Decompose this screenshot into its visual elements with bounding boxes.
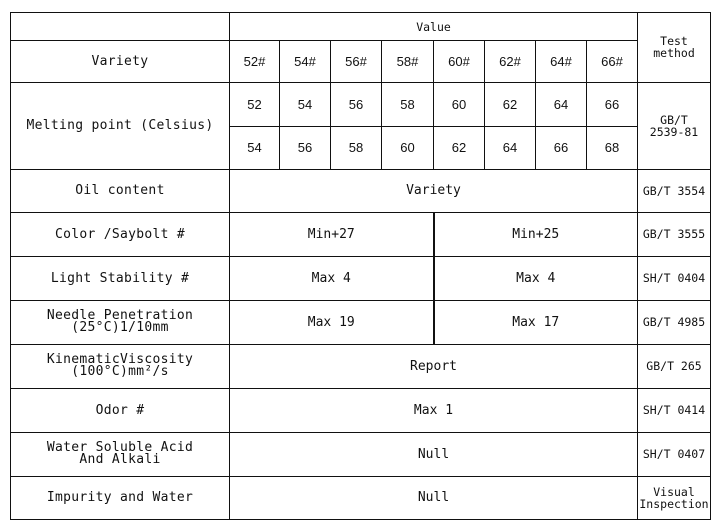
test-method-line2: method xyxy=(653,46,695,60)
viscosity-row xyxy=(11,345,711,389)
water-acid-label-line2: And Alkali xyxy=(79,452,161,467)
light-stability-label: Light Stability # xyxy=(11,257,230,301)
oil-content-label: Oil content xyxy=(11,170,230,213)
light-stability-value-left: Max 4 xyxy=(230,257,434,301)
viscosity-label xyxy=(11,345,230,389)
odor-label: Odor # xyxy=(11,389,230,433)
color-method: GB/T 3555 xyxy=(638,213,711,257)
water-acid-label-line1: Water Soluble Acid xyxy=(46,440,194,455)
grade-cell: 62# xyxy=(485,41,536,83)
needle-label-line2: (25°C)1/10mm xyxy=(71,320,169,335)
melting-high-cell: 56 xyxy=(280,127,331,170)
specification-table xyxy=(10,12,711,520)
variety-label: Variety xyxy=(11,41,230,83)
oil-content-row xyxy=(11,170,711,213)
melting-point-method xyxy=(638,83,711,170)
needle-value-left: Max 19 xyxy=(230,301,434,345)
melting-low-cell: 66 xyxy=(587,83,638,127)
spec-sheet xyxy=(10,12,710,520)
melting-high-cell: 58 xyxy=(331,127,382,170)
grade-cell: 56# xyxy=(331,41,382,83)
melting-low-cell: 54 xyxy=(280,83,331,127)
melting-method-line1: GB/T xyxy=(660,112,688,127)
melting-low-cell: 56 xyxy=(331,83,382,127)
needle-penetration-row xyxy=(11,301,711,345)
melting-point-label: Melting point (Celsius) xyxy=(11,83,230,170)
light-stability-value-right: Max 4 xyxy=(434,257,638,301)
melting-high-cell: 54 xyxy=(230,127,280,170)
melting-low-cell: 60 xyxy=(434,83,485,127)
water-acid-row xyxy=(11,433,711,477)
melting-low-cell: 52 xyxy=(230,83,280,127)
needle-method: GB/T 4985 xyxy=(638,301,711,345)
light-stability-method: SH/T 0404 xyxy=(638,257,711,301)
needle-penetration-label xyxy=(11,301,230,345)
test-method-header xyxy=(638,13,711,83)
water-acid-method: SH/T 0407 xyxy=(638,433,711,477)
color-label: Color /Saybolt # xyxy=(11,213,230,257)
grade-cell: 60# xyxy=(434,41,485,83)
grade-cell: 58# xyxy=(382,41,434,83)
impurity-method xyxy=(638,477,711,520)
viscosity-method: GB/T 265 xyxy=(638,345,711,389)
impurity-label: Impurity and Water xyxy=(11,477,230,520)
impurity-method-line2: Inspection xyxy=(639,496,709,511)
viscosity-label-line1: KinematicViscosity xyxy=(46,352,194,367)
melting-low-cell: 62 xyxy=(485,83,536,127)
header-row xyxy=(11,13,711,41)
light-stability-row xyxy=(11,257,711,301)
odor-row xyxy=(11,389,711,433)
color-value-right: Min+25 xyxy=(434,213,638,257)
viscosity-label-line2: (100°C)mm²/s xyxy=(71,364,169,379)
water-acid-value: Null xyxy=(230,433,638,477)
viscosity-value: Report xyxy=(230,345,638,389)
melting-high-cell: 60 xyxy=(382,127,434,170)
color-value-left: Min+27 xyxy=(230,213,434,257)
value-header: Value xyxy=(230,13,638,41)
melting-high-cell: 68 xyxy=(587,127,638,170)
oil-content-method: GB/T 3554 xyxy=(638,170,711,213)
color-row xyxy=(11,213,711,257)
grade-cell: 52# xyxy=(230,41,280,83)
water-acid-label xyxy=(11,433,230,477)
needle-label-line1: Needle Penetration xyxy=(46,308,194,323)
melting-point-row-low xyxy=(11,83,711,127)
needle-value-right: Max 17 xyxy=(434,301,638,345)
oil-content-value: Variety xyxy=(230,170,638,213)
melting-high-cell: 64 xyxy=(485,127,536,170)
melting-low-cell: 58 xyxy=(382,83,434,127)
impurity-row xyxy=(11,477,711,520)
melting-high-cell: 66 xyxy=(536,127,587,170)
corner-cell xyxy=(11,13,230,41)
test-method-line1: Test xyxy=(660,34,688,48)
odor-value: Max 1 xyxy=(230,389,638,433)
grade-cell: 66# xyxy=(587,41,638,83)
melting-method-line2: 2539-81 xyxy=(649,124,699,139)
impurity-method-line1: Visual xyxy=(653,484,695,499)
variety-row xyxy=(11,41,711,83)
impurity-value: Null xyxy=(230,477,638,520)
melting-low-cell: 64 xyxy=(536,83,587,127)
grade-cell: 64# xyxy=(536,41,587,83)
melting-high-cell: 62 xyxy=(434,127,485,170)
grade-cell: 54# xyxy=(280,41,331,83)
odor-method: SH/T 0414 xyxy=(638,389,711,433)
